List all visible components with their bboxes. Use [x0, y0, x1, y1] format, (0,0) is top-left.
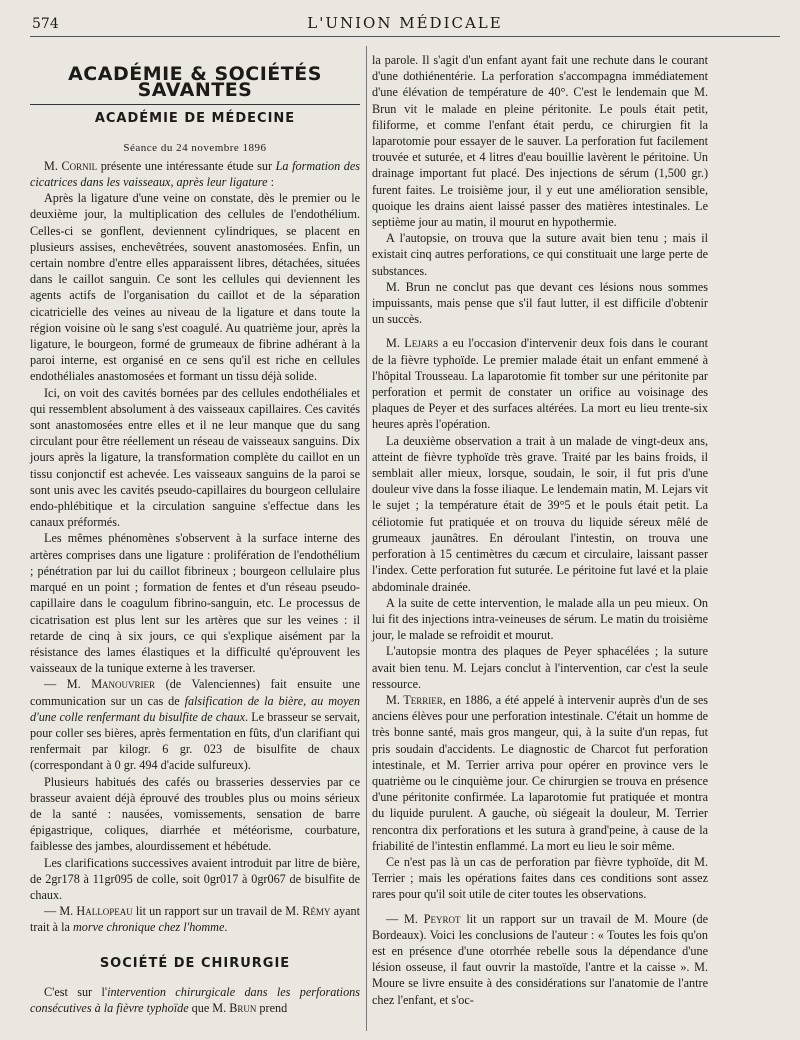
paragraph-cornil — [30, 158, 360, 190]
author-name: — M. Manouvrier — [44, 677, 156, 692]
paragraph: A la suite de cette intervention, le malade alla un peu mieux. On lui fit des injections intra-veineuses de sérum. Le matin du troisième jour, le malade se refroidit et mourut. — [372, 595, 708, 643]
right-column — [372, 52, 708, 1008]
author-name: — M. Peyrot — [386, 911, 461, 926]
author-name: — M. Hallopeau — [44, 904, 133, 919]
paragraph-text: . — [224, 920, 228, 935]
paragraph: la parole. Il s'agit d'un enfant ayant fait une rechute dans le courant d'une dothiénentérie. La perforation s'accompagna immédiatement d'une élévation de température de 40°. C'est le lendemain que M. Brun vit le malade en pleine péritonite. Le pouls était petit, filiforme, et comme l'enfant était perdu, ce chirurgien fit la laparotomie pour essayer de le sauver. La perforation fut facilement trouvée et suturée, et 4 litres d'eau bouillie lavèrent le péritoine. Un drainage important fut placé. Des injections de sérum (1,500 gr.) furent faites. Le troisième jour, il y eut une amélioration sensible, quoique les drains aient laissé passer des matières intestinales. Le septième jour au matin, il mourut en hypothermie. — [372, 53, 708, 230]
paragraph-text: : — [267, 175, 274, 190]
paragraph-text: (de Valenciennes) fait ensuite une communication sur un cas de — [30, 677, 360, 708]
author-name: M. Lejars — [386, 336, 439, 351]
paragraph-text: que M. — [188, 1000, 230, 1015]
author-name: Brun — [229, 1000, 257, 1015]
column-divider — [366, 46, 367, 1031]
paragraph-text: prend — [256, 1000, 288, 1015]
paragraph-text: présente une intéressante étude sur — [97, 158, 276, 173]
italic-title: falsification de la bière, au moyen d'une colle renfermant du bisulfite de chaux — [30, 693, 360, 724]
paragraph: Les mêmes phénomènes s'observent à la surface interne des artères comprises dans une ligature : prolifération de l'endothélium ; pénétration par lui du caillot fibrineux ; bourgeon cellulaire plus marqué en un point ; formation de fentes et d'un réseau pseudo-capillaire dans le coagulum fibrino-sanguin, etc. Le processus de cicatrisation est plus lent sur les artères que sur les veines : il retarde de cinq à six jours, ce qui s'explique aisément par la résistance des lames élastiques et la difficulté qu'éprouvent les vaisseaux de la tunique externe à les traverser. — [30, 531, 360, 676]
author-name: M. Cornil — [44, 158, 98, 173]
paragraph-text: . Le brasseur se servait, pour coller ses bières, après fermentation en fûts, d'un clarifiant qui renfermait par kilogr. 6 gr. 023 de bisulfite de chaux (correspondant à 0 gr. 494 d'acide sulfureux). — [30, 709, 360, 773]
paragraph-brun — [30, 984, 360, 1016]
paragraph: Les clarifications successives avaient introduit par litre de bière, de 2gr178 à 11gr095 de colle, soit 0gr017 à 0gr067 de bisulfite de chaux. — [30, 855, 360, 902]
paragraph: Plusieurs habitués des cafés ou brasseries desservies par ce brasseur avaient déjà éprouvé des troubles plus ou moins sérieux de la santé : nausées, vomissements, sensation de barre épigastrique, coliques, diarrhée et météorisme, courbature, faiblesse des jambes, alourdissement et hébétude. — [30, 774, 360, 854]
paragraph-hallopeau — [30, 903, 360, 935]
italic-title: morve chronique chez l'homme — [72, 920, 225, 935]
paragraph-text: ayant trait à la — [30, 904, 360, 935]
paragraph-terrier — [372, 692, 708, 854]
paragraph-text: lit un rapport sur un travail de M. — [132, 904, 303, 919]
left-column — [30, 52, 360, 1016]
seance-date: Séance du 24 novembre 1896 — [123, 141, 267, 154]
author-name: Rémy — [302, 904, 331, 919]
paragraph: A l'autopsie, on trouva que la suture avait bien tenu ; mais il existait cinq autres perforations, ce qui constituait une large perte de substances. — [372, 231, 708, 278]
paragraph: La deuxième observation a trait à un malade de vingt-deux ans, atteint de fièvre typhoïde très grave. Traité par les bains froids, il semblait aller mieux, lorsque, soudain, le soir, il fut pris d'une douleur vive dans la fosse iliaque. Le lendemain matin, M. Lejars vit le sujet ; la température était de 39°5 et le pouls était petit. La céliotomie fut pratiquée et on trouva du liquide séreux mêlé de grumeaux jaunâtres. En déroulant l'intestin, on trouva une perforation à 15 centimètres du cæcum et circulaire, laissant passer l'index. Cette perforation fut suturée. Le péritoine fut lavé et la plaie abdominale drainée. — [372, 433, 708, 594]
chirurgie-title: SOCIÉTÉ DE CHIRURGIE — [99, 955, 291, 971]
paragraph: M. Brun ne conclut pas que devant ces lésions nous sommes impuissants, mais pense que s'il faut lutter, il est difficile d'obtenir un succès. — [372, 279, 708, 327]
journal-title: L'UNION MÉDICALE — [307, 14, 503, 32]
paragraph-lejars — [372, 335, 708, 432]
paragraph-text: C'est sur l' — [44, 984, 108, 999]
paragraph-manouvrier — [30, 676, 360, 773]
paragraph-text: , en 1886, a été appelé à intervenir auprès d'un de ses anciens élèves pour une perforation intestinale. C'était un homme de très bonne santé, mais gros mangeur, qui, à la suite d'un repas, fut pris soudain d'accidents. Le diagnostic de Charcot fut perforation intestinale, et M. Terrier arriva pour opérer en province vers le quatrième ou le cinquième jour. Ce chirurgien se trouva en présence d'une péritonite confirmée. La laparotomie fut pratiquée et montra du liquide purulent. A gauche, où siégeait la douleur, M. Terrier rencontra dix perforations et les sutura à grand'peine, à cause de la friabilité de l'intestin enflammé. La mort eu lieu le soir même. — [372, 692, 708, 853]
italic-title: La formation des cicatrices dans les vaisseaux, après leur ligature — [30, 158, 361, 190]
paragraph: Après la ligature d'une veine on constate, dès le premier ou le deuxième jour, la multiplication des cellules de l'endothélium. Celles-ci se gonflent, deviennent cylindriques, se placent en plusieurs assises, enchevêtrées, souvent anastomosées. Enfin, un certain nombre d'entre elles apparaissent libres, détachées, situées dans le caillot sanguin. Ce sont les cellules qui deviennent les agents actifs de l'organisation du caillot et de la séparation cicatricielle des veines au niveau de la ligature et dans toute la région voisine où le sang s'est coagulé. Au quatrième jour, après la ligature, le bourgeon, formé de grumeaux de fibrine adhérant à la paroi interne, est organisé en ce sens qu'il est riche en cellules endothéliales anastomosées et formant un tissu déjà solide. — [30, 191, 360, 384]
academie-title: ACADÉMIE DE MÉDECINE — [94, 111, 296, 127]
paragraph-text: a eu l'occasion d'intervenir deux fois dans le courant de la fièvre typhoïde. Le premier malade était un enfant emmené à l'hôpital Trousseau. La laparotomie fit tomber sur une péritonite par perforation et permit de constater un orifice au voisinage des plaques de Peyer et des surfaces altérées. La mort eu lieu trente-six heures après l'opération. — [372, 336, 709, 432]
paragraph: Ce n'est pas là un cas de perforation par fièvre typhoïde, dit M. Terrier ; mais les opérations faites dans ces conditions sont assez rares pour qu'il soit utile de citer toutes les observations. — [372, 854, 708, 902]
paragraph: L'autopsie montra des plaques de Peyer sphacélées ; la suture avait bien tenu. M. Lejars conclut à l'intervention, car c'est la seule ressource. — [372, 644, 708, 691]
author-name: M. Terrier — [386, 692, 443, 707]
section-title: ACADÉMIE & SOCIÉTÉS SAVANTES — [30, 66, 360, 105]
paragraph-peyrot — [372, 911, 708, 1008]
paragraph: Ici, on voit des cavités bornées par des cellules endothéliales et qui ressemblent absolument à des vaisseaux capillaires. Ces cavités sont anastomosées entre elles et il ne leur manque que du sang circulant pour être réellement un réseau de vaisseaux sanguins. Dix jours après la ligature, la transformation complète du caillot en un tissu conjonctif est achevée. Les vaisseaux sanguins de la paroi se sont unis avec les cavités pseudo-capillaires du bourgeon cellulaire endo-phlébitique et la circulation sanguine s'effectue dans les canaux préformés. — [30, 385, 360, 530]
paragraph-text: lit un rapport sur un travail de M. Moure (de Bordeaux). Voici les conclusions de l'auteur : « Toutes les fois qu'on est en présence d'une otorrhée rebelle sous la dépendance d'une lésion osseuse, il faut ouvrir la mastoïde, l'antre et la caisse ». M. Moure se livre ensuite à des considérations sur l'anatomie de l'antre chez l'enfant, et s'oc- — [372, 911, 708, 1007]
running-head — [30, 14, 780, 37]
italic-title: intervention chirurgicale dans les perforations consécutives à la fièvre typhoïde — [30, 984, 361, 1015]
page-number: 574 — [32, 16, 59, 32]
